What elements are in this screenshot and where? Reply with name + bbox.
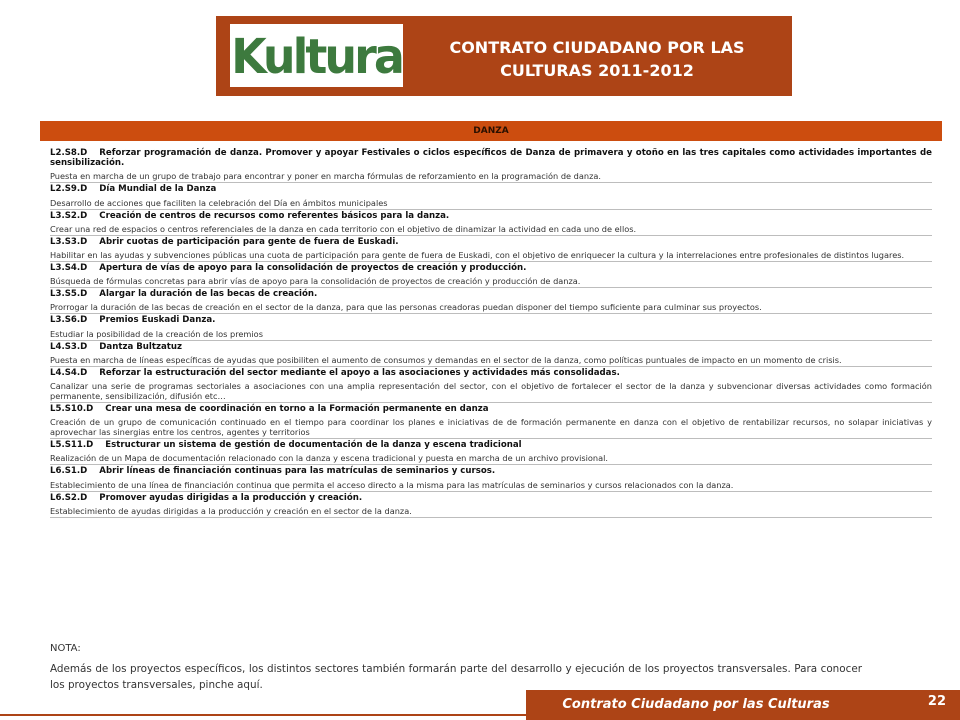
item-code: L3.S5.D <box>50 289 88 300</box>
item-code: L2.S8.D <box>50 148 88 158</box>
item-heading <box>50 314 932 327</box>
item-description: Habilitar en las ayudas y subvenciones públicas una cuota de participación para gente de fuera de Euskadi, con el objetivo de enriquecer la cultura y la interrelaciones entre profesionales de distintos lugares. <box>50 249 932 262</box>
footer-banner <box>526 690 960 720</box>
item-heading <box>50 183 932 196</box>
item-title: Promover ayudas dirigidas a la producción y creación. <box>99 492 363 503</box>
item-heading <box>50 236 932 249</box>
item-heading <box>50 288 932 301</box>
item-heading <box>50 465 932 478</box>
items-list <box>50 147 932 518</box>
item-description: Establecimiento de ayudas dirigidas a la producción y creación en el sector de la danza. <box>50 505 932 518</box>
item-title: Crear una mesa de coordinación en torno a la Formación permanente en danza <box>105 404 489 415</box>
item-title: Premios Euskadi Danza. <box>99 315 216 326</box>
item-code: L5.S11.D <box>50 440 94 451</box>
item-description: Canalizar una serie de programas sectoriales a asociaciones con una amplia representación del sector, con el objetivo de fortalecer el sector de la danza y subvencionar diversas actividades como formación permanente, sensibilización, difusión etc… <box>50 381 932 402</box>
item-title: Dantza Bultzatuz <box>99 341 182 352</box>
item-heading <box>50 367 932 380</box>
logo-text: Kultura <box>231 27 402 84</box>
item-title: Día Mundial de la Danza <box>99 184 217 195</box>
list-item <box>50 314 932 340</box>
item-title: Abrir cuotas de participación para gente de fuera de Euskadi. <box>99 236 399 247</box>
list-item <box>50 236 932 262</box>
title-line-2: CULTURAS 2011-2012 <box>500 61 694 80</box>
item-description: Realización de un Mapa de documentación relacionado con la danza y escena tradicional y puesta en marcha de un archivo provisional. <box>50 452 932 465</box>
list-item <box>50 210 932 236</box>
nota-text[interactable]: Además de los proyectos específicos, los distintos sectores también formarán parte del desarrollo y ejecución de los proyectos transversales. Para conocer los proyectos transversales, pinche aquí. <box>50 663 862 691</box>
item-code: L6.S1.D <box>50 466 88 477</box>
item-description: Creación de un grupo de comunicación continuado en el tiempo para coordinar los planes e iniciativas de de formación permanente en danza con el objetivo de rentabilizar recursos, no solapar iniciativas y aprovechar las sinergias entre los centros, agentes y territorios <box>50 417 932 438</box>
page-title <box>412 36 782 82</box>
item-title: Estructurar un sistema de gestión de documentación de la danza y escena tradicional <box>105 440 522 451</box>
item-description: Puesta en marcha de un grupo de trabajo para encontrar y poner en marcha fórmulas de reforzamiento en la programación de danza. <box>50 170 932 183</box>
item-heading <box>50 262 932 275</box>
item-heading <box>50 147 932 170</box>
item-code: L3.S4.D <box>50 263 88 274</box>
item-heading <box>50 403 932 416</box>
item-code: L2.S9.D <box>50 184 88 195</box>
item-code: L4.S3.D <box>50 341 88 352</box>
footer-rule <box>0 714 526 716</box>
kultura-logo <box>230 24 403 87</box>
item-title: Alargar la duración de las becas de creación. <box>99 289 318 300</box>
item-code: L3.S3.D <box>50 236 88 247</box>
item-code: L6.S2.D <box>50 492 88 503</box>
list-item <box>50 147 932 183</box>
section-title-bar: DANZA <box>40 121 942 141</box>
item-heading <box>50 210 932 223</box>
item-title: Reforzar programación de danza. Promover y apoyar Festivales o ciclos específicos de Danza de primavera y otoño en las tres capitales como actividades importantes de sensibilización. <box>50 148 932 169</box>
list-item <box>50 403 932 439</box>
nota-label: NOTA: <box>50 643 81 654</box>
item-description: Crear una red de espacios o centros referenciales de la danza en cada territorio con el objetivo de dinamizar la actividad en cada uno de ellos. <box>50 223 932 236</box>
item-title: Reforzar la estructuración del sector mediante el apoyo a las asociaciones y actividades más consolidadas. <box>99 367 620 378</box>
item-code: L4.S4.D <box>50 367 88 378</box>
list-item <box>50 183 932 209</box>
list-item <box>50 262 932 288</box>
item-heading <box>50 341 932 354</box>
header-banner <box>216 16 792 96</box>
item-code: L3.S2.D <box>50 210 88 221</box>
item-description: Búsqueda de fórmulas concretas para abrir vías de apoyo para la consolidación de proyectos de creación y producción de danza. <box>50 275 932 288</box>
item-heading <box>50 439 932 452</box>
list-item <box>50 341 932 367</box>
item-title: Abrir líneas de financiación continuas para las matrículas de seminarios y cursos. <box>99 466 496 477</box>
list-item <box>50 367 932 403</box>
list-item <box>50 439 932 465</box>
title-line-1: CONTRATO CIUDADANO POR LAS <box>449 38 745 57</box>
item-description: Establecimiento de una línea de financiación continua que permita el acceso directo a la misma para las matrículas de seminarios y cursos relacionados con la danza. <box>50 479 932 492</box>
item-code: L3.S6.D <box>50 315 88 326</box>
item-description: Prorrogar la duración de las becas de creación en el sector de la danza, para que las personas creadoras puedan disponer del tiempo suficiente para culminar sus proyectos. <box>50 301 932 314</box>
list-item <box>50 288 932 314</box>
footer-label: Contrato Ciudadano por las Culturas <box>562 697 830 712</box>
list-item <box>50 492 932 518</box>
item-code: L5.S10.D <box>50 404 94 415</box>
item-description: Desarrollo de acciones que faciliten la celebración del Día en ámbitos municipales <box>50 197 932 210</box>
item-title: Creación de centros de recursos como referentes básicos para la danza. <box>99 210 450 221</box>
item-description: Estudiar la posibilidad de la creación de los premios <box>50 328 932 341</box>
list-item <box>50 465 932 491</box>
item-title: Apertura de vías de apoyo para la consolidación de proyectos de creación y producción. <box>99 263 527 274</box>
item-description: Puesta en marcha de líneas específicas de ayudas que posibiliten el aumento de consumos y demandas en el sector de la danza, como políticas puntuales de impacto en un momento de crisis. <box>50 354 932 367</box>
page-number: 22 <box>927 694 946 709</box>
item-heading <box>50 492 932 505</box>
